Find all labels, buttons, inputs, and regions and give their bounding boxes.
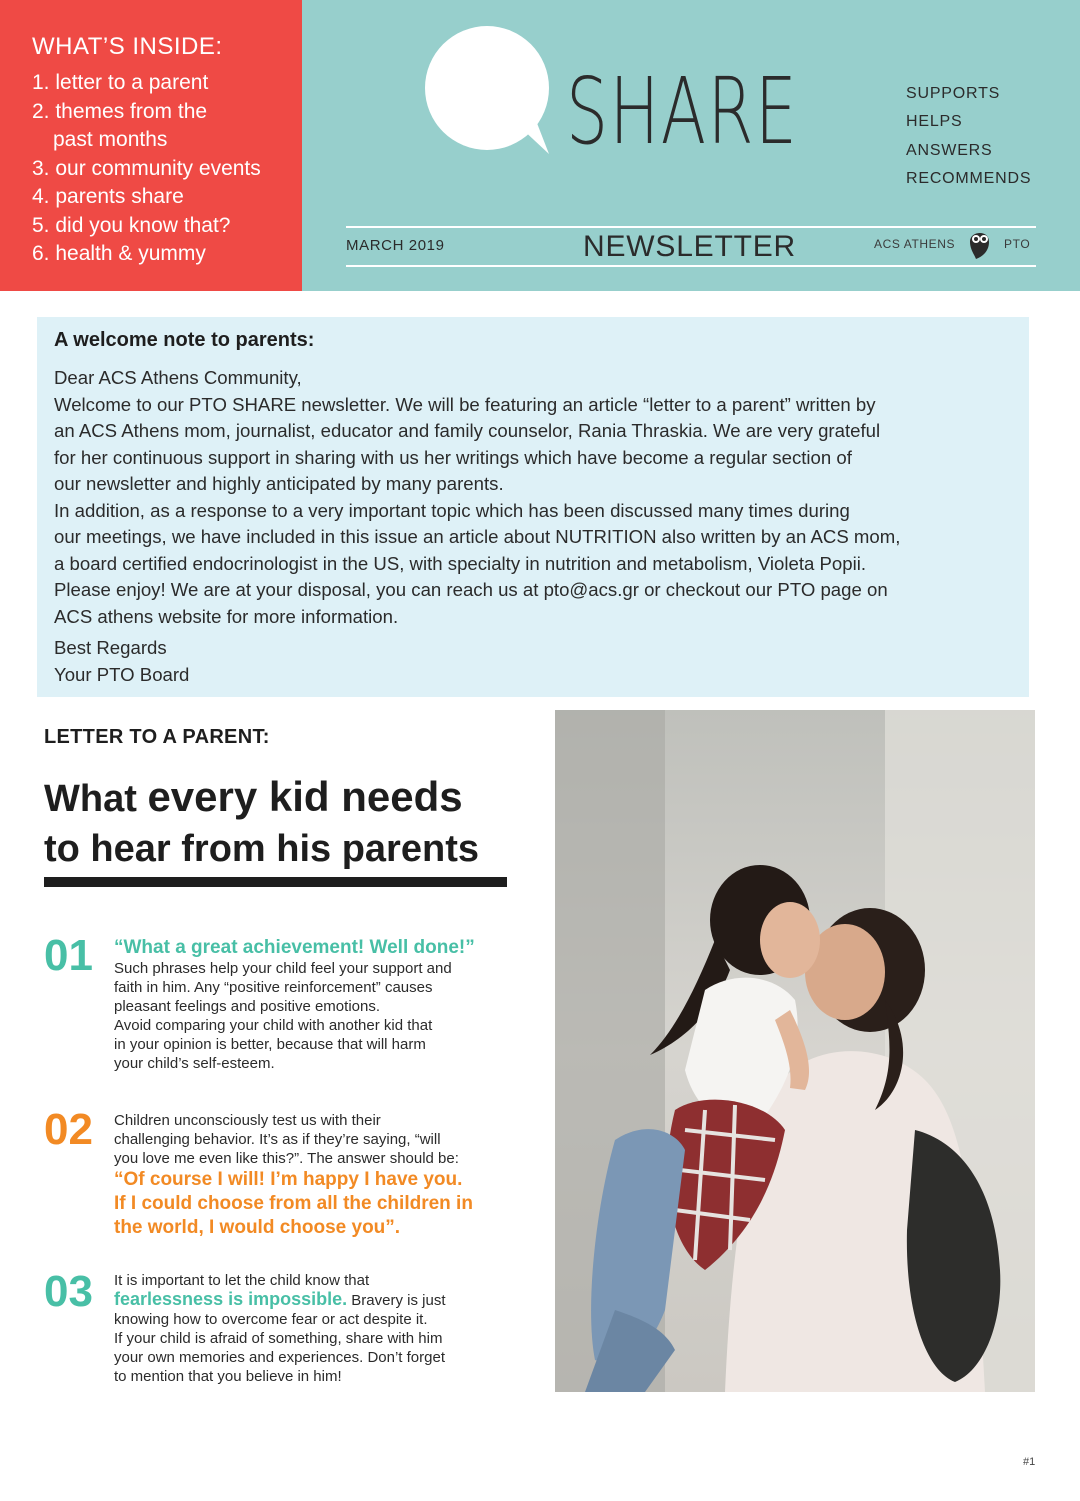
mother-daughter-photo — [555, 710, 1035, 1392]
welcome-line: Please enjoy! We are at your disposal, you can reach us at pto@acs.gr or checkout our PTO page on — [54, 579, 888, 600]
signature-line: Best Regards — [54, 637, 167, 658]
whats-inside-list — [32, 69, 261, 269]
welcome-line: our newsletter and highly anticipated by many parents. — [54, 473, 504, 494]
contents-item[interactable]: 6. health & yummy — [32, 242, 206, 265]
item-line: Such phrases help your child feel your support and — [114, 960, 452, 977]
item-line-highlight — [114, 1290, 534, 1310]
tagline: ANSWERS — [906, 141, 993, 159]
item-line: challenging behavior. It’s as if they’re saying, “will — [114, 1131, 441, 1148]
item-number: 02 — [44, 1105, 93, 1154]
item-quote: “Of course I will! I’m happy I have you. — [114, 1169, 463, 1190]
contents-item[interactable]: 1. letter to a parent — [32, 71, 209, 94]
school-name: ACS ATHENS — [874, 237, 956, 251]
item-line: If your child is afraid of something, share with him — [114, 1330, 443, 1347]
tagline: RECOMMENDS — [906, 170, 1032, 188]
welcome-line: Welcome to our PTO SHARE newsletter. We will be featuring an article “letter to a parent” written by — [54, 393, 876, 415]
owl-icon — [966, 230, 992, 260]
newsletter-subtitle: NEWSLETTER — [583, 230, 797, 263]
welcome-line: Dear ACS Athens Community, — [54, 367, 302, 388]
photo-illustration — [555, 710, 1035, 1392]
contents-item[interactable]: 3. our community events — [32, 156, 261, 180]
welcome-line: our meetings, we have included in this issue an article about NUTRITION also written by an ACS mom, — [54, 526, 901, 547]
item-quote: If I could choose from all the children in — [114, 1193, 473, 1214]
welcome-line: for her continuous support in sharing with us her writings which have become a regular section of — [54, 446, 852, 468]
item-line: faith in him. Any “positive reinforcement” causes — [114, 979, 433, 996]
section-label: LETTER TO A PARENT: — [44, 726, 270, 748]
divider — [346, 226, 1036, 228]
issue-date: MARCH 2019 — [346, 237, 445, 254]
item-line: It is important to let the child know that — [114, 1272, 370, 1289]
welcome-line: ACS athens website for more information. — [54, 605, 399, 627]
welcome-signature — [54, 635, 189, 688]
welcome-line: an ACS Athens mom, journalist, educator and family counselor, Rania Thraskia. We are very grateful — [54, 420, 881, 441]
masthead — [302, 0, 1080, 291]
tagline-list — [906, 80, 1031, 194]
welcome-line: a board certified endocrinologist in the US, with specialty in nutrition and metabolism, Violeta Popii. — [54, 552, 867, 574]
item-line: you love me even like this?”. The answer should be: — [114, 1150, 459, 1167]
item-number: 01 — [44, 931, 93, 980]
welcome-note — [37, 317, 1029, 697]
whats-inside-title: WHAT’S INSIDE: — [32, 33, 223, 60]
headline-word: What — [44, 778, 137, 820]
item-body — [114, 937, 534, 1073]
speech-bubble-icon — [423, 26, 551, 154]
whats-inside-panel — [0, 0, 302, 291]
item-line: Children unconsciously test us with their — [114, 1112, 381, 1129]
item-line: in your opinion is better, because that will harm — [114, 1036, 426, 1053]
item-number: 03 — [44, 1267, 93, 1316]
article-headline — [44, 772, 544, 874]
item-line: your child’s self-esteem. — [114, 1055, 275, 1072]
headline-line-2: to hear from his parents — [44, 828, 479, 870]
tagline: SUPPORTS — [906, 85, 1001, 102]
item-line-rest: Bravery is just — [347, 1292, 446, 1309]
item-line: your own memories and experiences. Don’t forget — [114, 1349, 445, 1366]
tagline: HELPS — [906, 113, 963, 131]
contents-item[interactable]: 2. themes from the — [32, 99, 208, 123]
organization-name: PTO — [1004, 237, 1031, 251]
welcome-title: A welcome note to parents: — [54, 329, 315, 351]
item-quote: “What a great achievement! Well done!” — [114, 937, 475, 958]
newsletter-logo-title: SHARE — [566, 58, 799, 165]
item-line: to mention that you believe in him! — [114, 1368, 342, 1385]
contents-item[interactable]: 4. parents share — [32, 185, 184, 208]
contents-item-continuation[interactable]: past months — [53, 128, 168, 151]
page-number: #1 — [1023, 1456, 1036, 1468]
item-line: pleasant feelings and positive emotions. — [114, 998, 381, 1015]
item-line: knowing how to overcome fear or act despite it. — [114, 1311, 428, 1328]
headline-underline — [44, 877, 507, 887]
item-body — [114, 1111, 534, 1240]
divider — [346, 265, 1036, 267]
item-body — [114, 1271, 534, 1386]
item-highlight: fearlessness is impossible. — [114, 1289, 348, 1309]
item-line: Avoid comparing your child with another kid that — [114, 1017, 433, 1034]
welcome-line: In addition, as a response to a very important topic which has been discussed many times during — [54, 499, 850, 521]
headline-phrase: every kid needs — [147, 773, 463, 820]
welcome-body — [54, 365, 1014, 630]
signature-line: Your PTO Board — [54, 663, 190, 685]
item-quote: the world, I would choose you”. — [114, 1217, 401, 1238]
contents-item[interactable]: 5. did you know that? — [32, 213, 231, 237]
